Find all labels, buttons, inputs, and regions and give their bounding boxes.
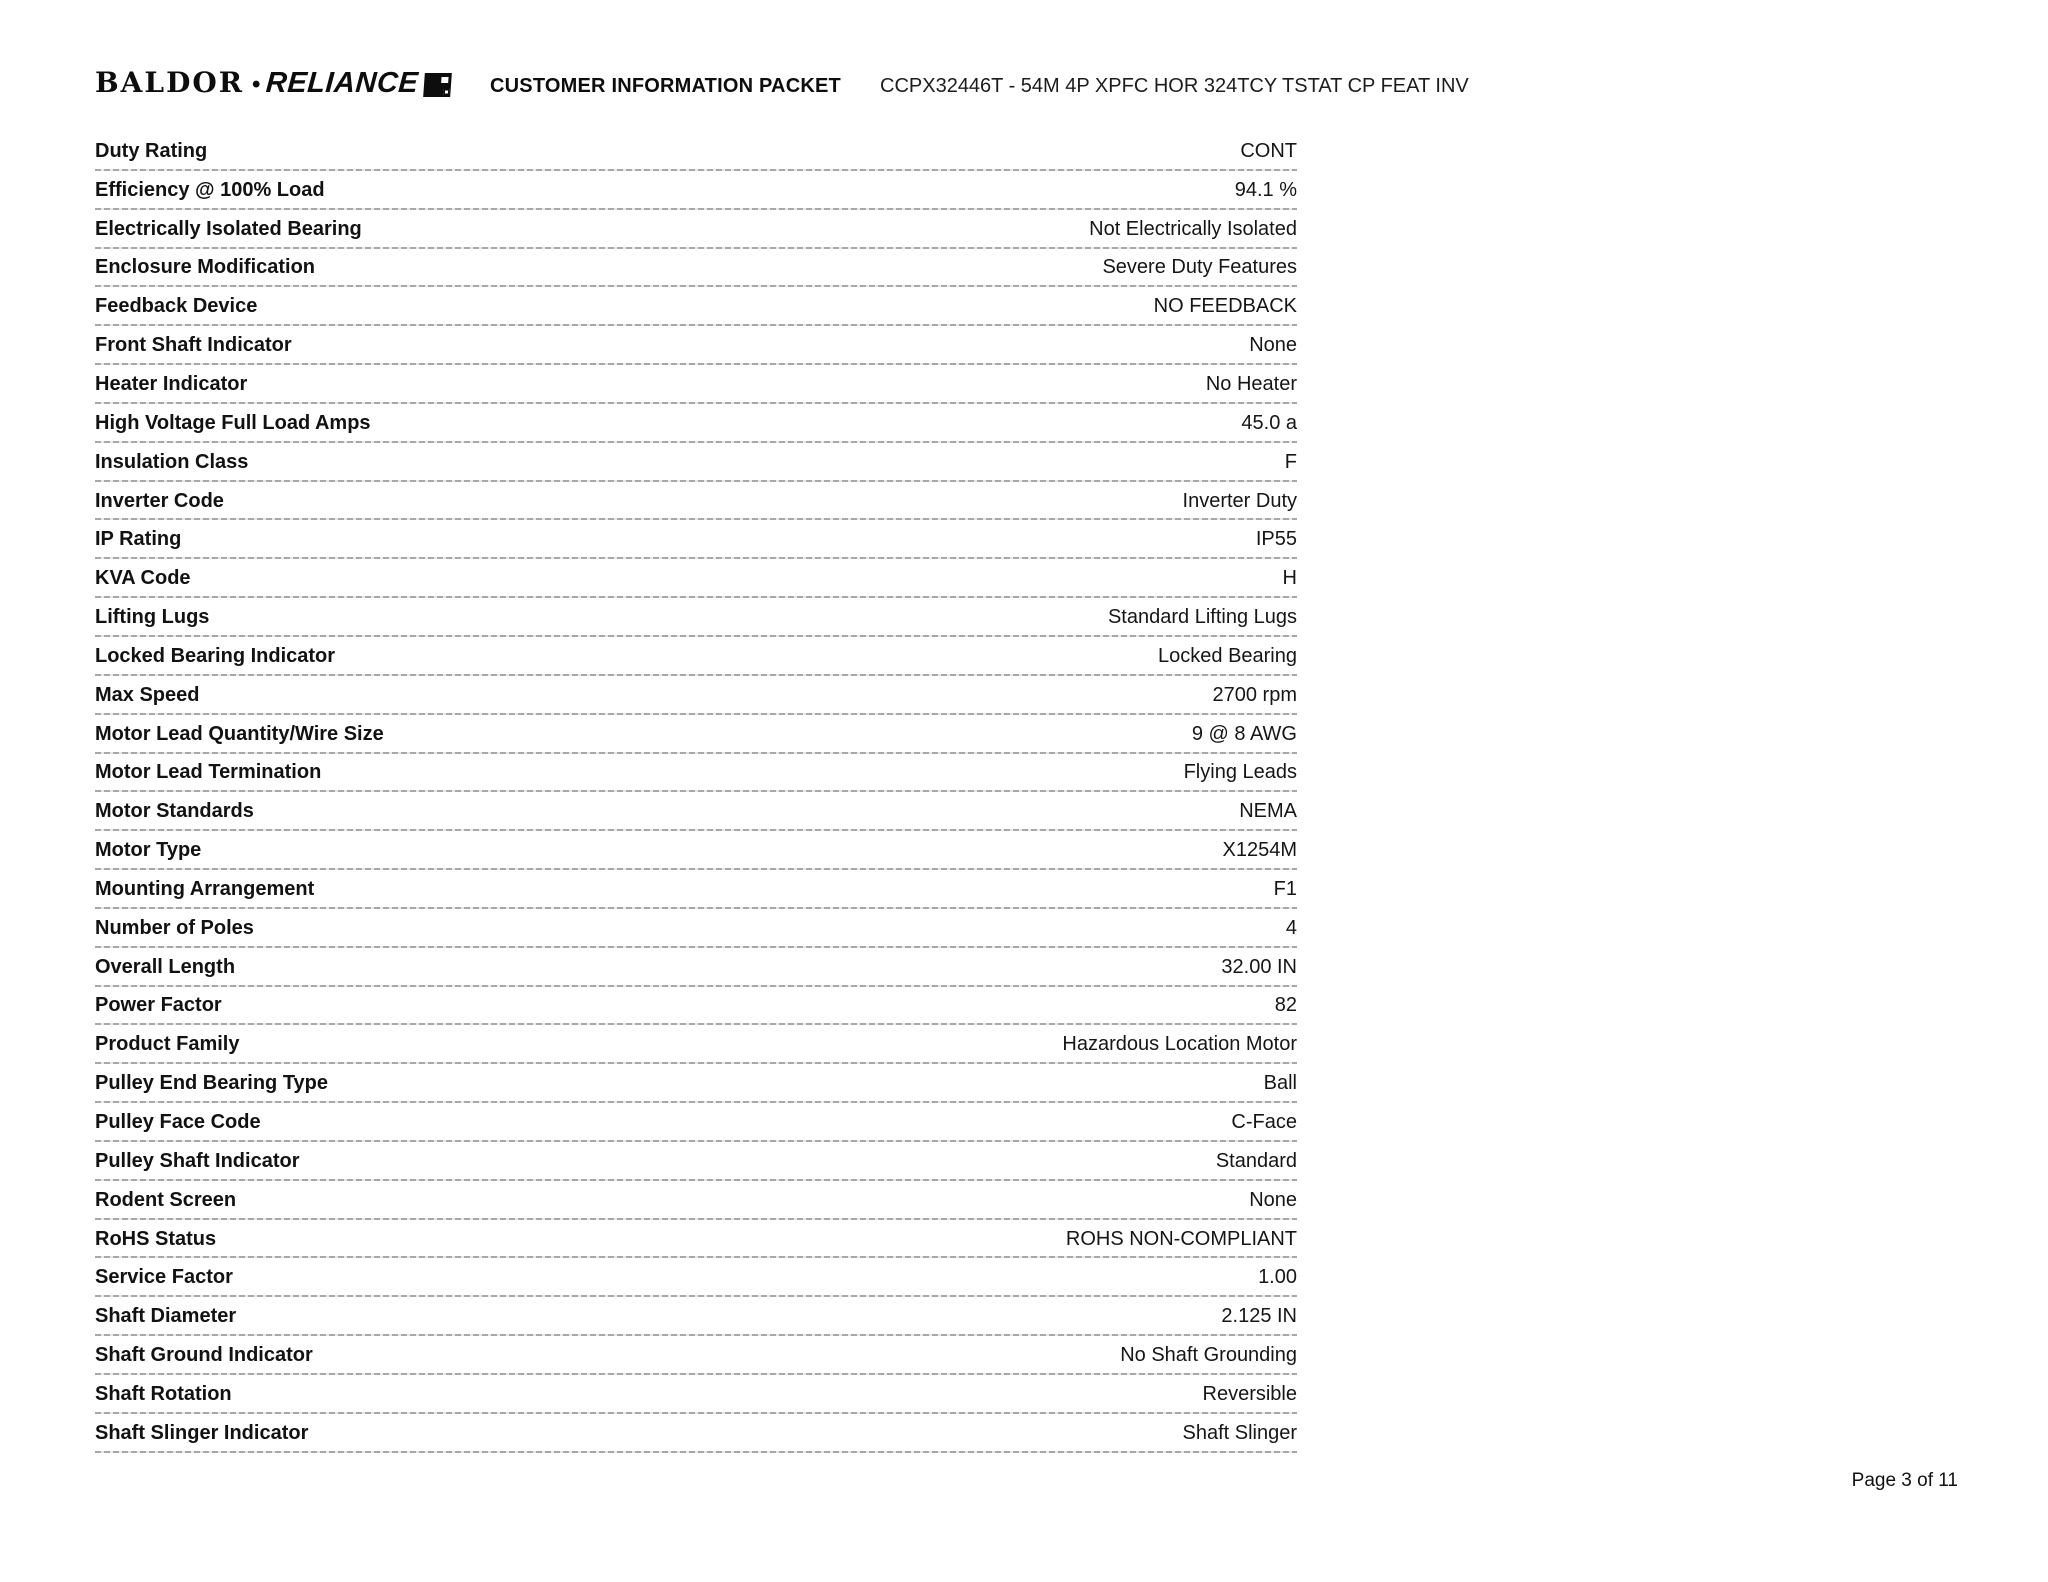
spec-value: Hazardous Location Motor — [1062, 1033, 1297, 1056]
table-row — [95, 287, 1297, 326]
spec-value: Ball — [1263, 1072, 1297, 1095]
spec-value: 1.00 — [1258, 1266, 1297, 1289]
spec-label: Shaft Slinger Indicator — [95, 1421, 309, 1444]
spec-label: Pulley End Bearing Type — [95, 1072, 329, 1095]
spec-label: KVA Code — [95, 567, 191, 590]
spec-value: ROHS NON-COMPLIANT — [1065, 1227, 1297, 1250]
spec-value: No Heater — [1205, 372, 1297, 395]
spec-value: F1 — [1273, 877, 1297, 900]
spec-label: Motor Type — [95, 839, 202, 862]
spec-label: Enclosure Modification — [95, 256, 316, 279]
table-row — [95, 792, 1297, 831]
baldor-reliance-logo — [95, 66, 490, 100]
spec-label: Insulation Class — [95, 450, 249, 473]
spec-value: H — [1282, 567, 1297, 590]
spec-label: Mounting Arrangement — [95, 877, 315, 900]
table-row — [95, 1142, 1297, 1181]
spec-label: Pulley Shaft Indicator — [95, 1149, 300, 1172]
spec-value: 9 @ 8 AWG — [1191, 722, 1297, 745]
spec-value: 82 — [1274, 994, 1297, 1017]
spec-label: Pulley Face Code — [95, 1111, 261, 1134]
spec-value: X1254M — [1222, 839, 1297, 862]
spec-label: Inverter Code — [95, 489, 224, 512]
table-row — [95, 715, 1297, 754]
table-row — [95, 1375, 1297, 1414]
spec-label: Overall Length — [95, 955, 236, 978]
spec-value: 45.0 a — [1241, 411, 1297, 434]
spec-value: 4 — [1285, 916, 1297, 939]
spec-label: Shaft Diameter — [95, 1305, 237, 1328]
table-row — [95, 482, 1297, 521]
table-row — [95, 870, 1297, 909]
page-number: Page 3 of 11 — [1851, 1470, 1958, 1491]
spec-value: Severe Duty Features — [1102, 256, 1297, 279]
spec-label: Motor Lead Termination — [95, 761, 322, 784]
table-row — [95, 754, 1297, 793]
document-subtitle: CCPX32446T - 54M 4P XPFC HOR 324TCY TSTAT CP FEAT INV — [880, 75, 1469, 97]
table-row — [95, 1103, 1297, 1142]
table-row — [95, 1064, 1297, 1103]
spec-value: F — [1284, 450, 1297, 473]
spec-label: Service Factor — [95, 1266, 233, 1289]
spec-label: Rodent Screen — [95, 1188, 237, 1211]
table-row — [95, 1181, 1297, 1220]
table-row — [95, 210, 1297, 249]
spec-value: Locked Bearing — [1158, 644, 1297, 667]
spec-label: Number of Poles — [95, 916, 254, 939]
spec-label: Shaft Ground Indicator — [95, 1344, 313, 1367]
table-row — [95, 1297, 1297, 1336]
spec-value: C-Face — [1231, 1111, 1297, 1134]
spec-value: IP55 — [1255, 528, 1297, 551]
logo-separator-dot: • — [252, 71, 261, 98]
table-row — [95, 1220, 1297, 1259]
spec-label: Power Factor — [95, 994, 222, 1017]
spec-label: RoHS Status — [95, 1227, 217, 1250]
spec-label: Motor Standards — [95, 800, 254, 823]
spec-table — [95, 132, 1297, 1453]
spec-value: 2700 rpm — [1212, 683, 1297, 706]
table-row — [95, 443, 1297, 482]
table-row — [95, 948, 1297, 987]
spec-value: No Shaft Grounding — [1120, 1344, 1297, 1367]
table-row — [95, 520, 1297, 559]
spec-label: High Voltage Full Load Amps — [95, 411, 371, 434]
spec-label: Duty Rating — [95, 139, 208, 162]
spec-value: NO FEEDBACK — [1153, 295, 1297, 318]
spec-value: Shaft Slinger — [1182, 1421, 1297, 1444]
spec-label: Max Speed — [95, 683, 200, 706]
reliance-r-mark-icon — [423, 73, 452, 97]
spec-value: Standard Lifting Lugs — [1107, 606, 1297, 629]
logo-baldor-text: BALDOR — [95, 66, 245, 99]
table-row — [95, 598, 1297, 637]
table-row — [95, 249, 1297, 288]
spec-value: NEMA — [1239, 800, 1297, 823]
document-title: CUSTOMER INFORMATION PACKET — [490, 75, 841, 97]
spec-label: Product Family — [95, 1033, 240, 1056]
spec-label: IP Rating — [95, 528, 182, 551]
table-row — [95, 171, 1297, 210]
table-row — [95, 676, 1297, 715]
page-footer — [1852, 1470, 1958, 1492]
spec-value: Not Electrically Isolated — [1089, 217, 1297, 240]
spec-value: Flying Leads — [1183, 761, 1297, 784]
logo-reliance-text: RELIANCE — [265, 67, 420, 99]
table-row — [95, 831, 1297, 870]
spec-label: Locked Bearing Indicator — [95, 644, 336, 667]
table-row — [95, 326, 1297, 365]
spec-value: Reversible — [1202, 1382, 1297, 1405]
spec-value: None — [1249, 1188, 1297, 1211]
table-row — [95, 1414, 1297, 1453]
table-row — [95, 987, 1297, 1026]
spec-label: Lifting Lugs — [95, 606, 210, 629]
spec-label: Feedback Device — [95, 295, 258, 318]
table-row — [95, 132, 1297, 171]
spec-label: Front Shaft Indicator — [95, 334, 292, 357]
spec-value: None — [1249, 334, 1297, 357]
table-row — [95, 637, 1297, 676]
spec-value: CONT — [1240, 139, 1297, 162]
table-row — [95, 1258, 1297, 1297]
spec-label: Heater Indicator — [95, 372, 248, 395]
spec-value: Standard — [1215, 1149, 1297, 1172]
page-header — [95, 66, 1955, 100]
spec-value: 94.1 % — [1234, 178, 1297, 201]
spec-label: Efficiency @ 100% Load — [95, 178, 325, 201]
spec-label: Electrically Isolated Bearing — [95, 217, 362, 240]
spec-value: 32.00 IN — [1221, 955, 1297, 978]
table-row — [95, 1025, 1297, 1064]
spec-value: 2.125 IN — [1221, 1305, 1297, 1328]
table-row — [95, 909, 1297, 948]
table-row — [95, 365, 1297, 404]
spec-label: Shaft Rotation — [95, 1382, 232, 1405]
table-row — [95, 1336, 1297, 1375]
table-row — [95, 404, 1297, 443]
spec-value: Inverter Duty — [1182, 489, 1297, 512]
spec-label: Motor Lead Quantity/Wire Size — [95, 722, 384, 745]
table-row — [95, 559, 1297, 598]
